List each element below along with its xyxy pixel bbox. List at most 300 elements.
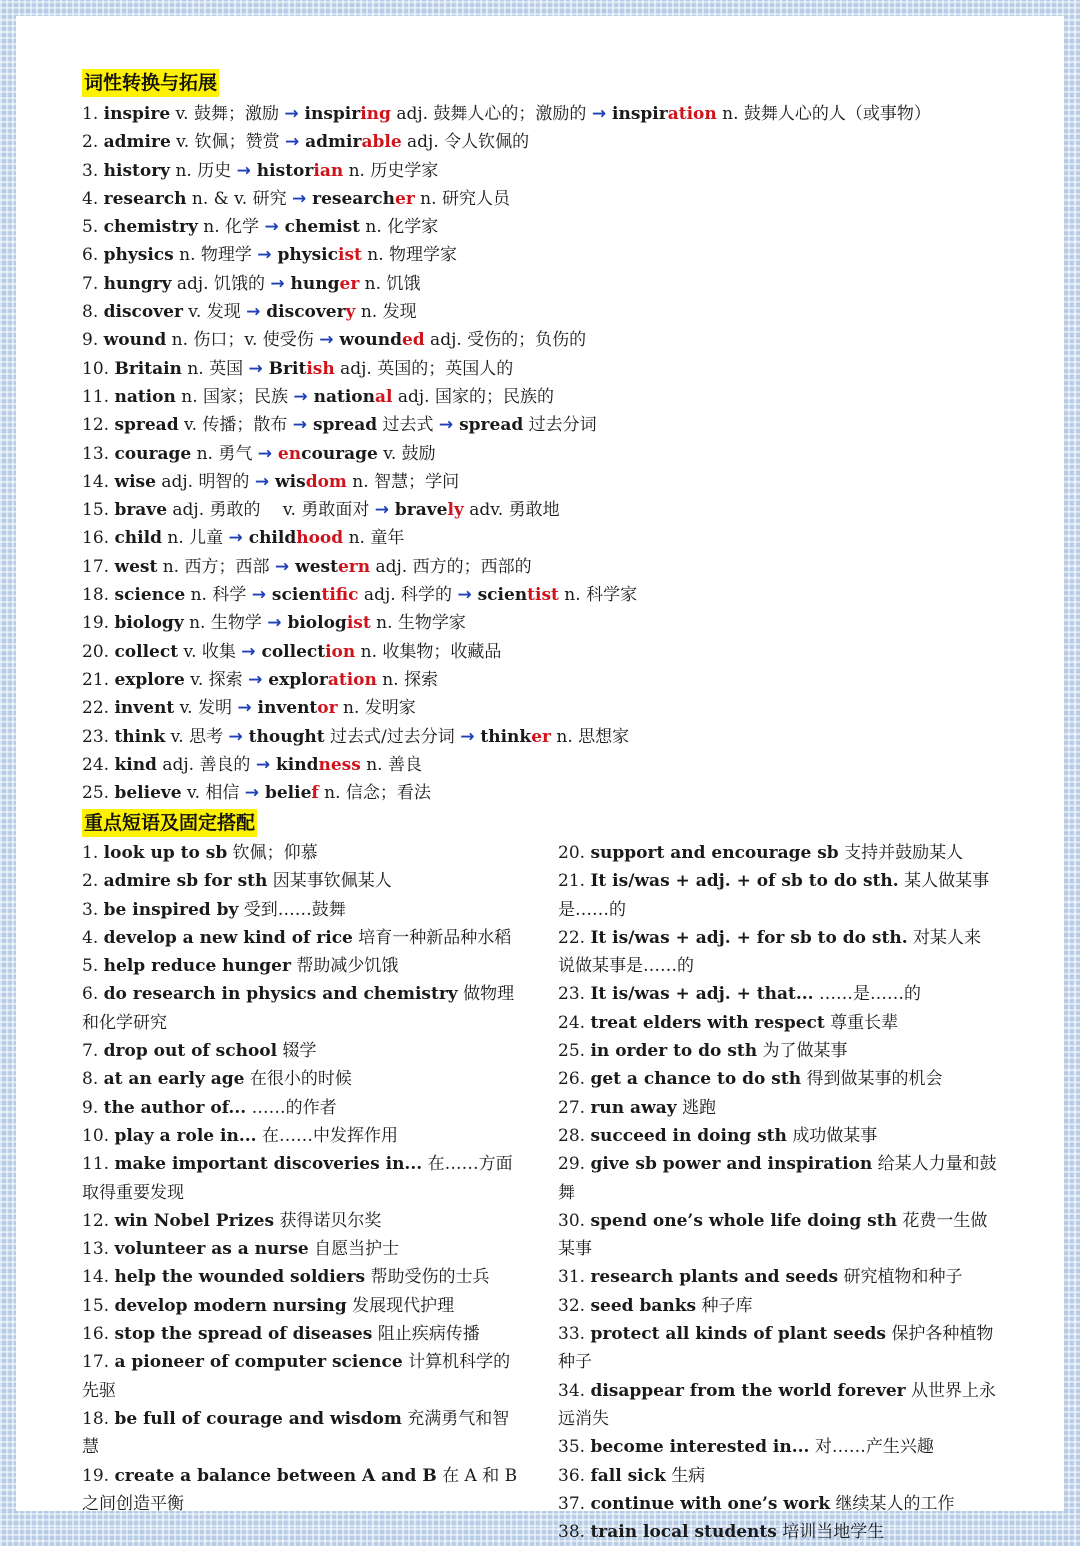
arrow-right-icon: → (267, 613, 282, 634)
word-definition: n. 勇气 (191, 443, 258, 464)
word-bold: history (103, 160, 171, 181)
phrase-item (82, 1292, 522, 1320)
phrase-item (558, 1207, 998, 1264)
item-number: 37. (558, 1493, 586, 1514)
word-bold: wound (103, 330, 167, 351)
item-number: 22. (558, 927, 586, 948)
word-definition: n. 善良 (360, 754, 422, 775)
word-bold: kind (270, 754, 319, 775)
word-bold: histor (250, 160, 314, 181)
word-bold: explor (262, 669, 328, 690)
item-number: 27. (558, 1097, 586, 1118)
phrase-item (82, 1122, 522, 1150)
phrase-english: run away (590, 1097, 677, 1118)
arrow-right-icon: → (274, 556, 290, 577)
word-suffix-highlight: er (395, 188, 415, 209)
arrow-right-icon: → (438, 415, 454, 436)
word-definition: n. 化学家 (360, 217, 439, 238)
word-suffix-highlight: ian (313, 160, 344, 181)
word-formation-list (82, 100, 931, 807)
word-suffix-highlight: hood (296, 528, 344, 549)
item-number: 2. (82, 132, 99, 153)
word-bold: chemistry (103, 217, 198, 238)
word-definition: n. 伤口；v. 使受伤 (166, 330, 320, 351)
phrase-item (558, 1065, 998, 1093)
item-number: 20. (82, 641, 110, 662)
word-row (82, 440, 931, 468)
arrow-right-icon: → (270, 273, 285, 294)
arrow-right-icon: → (257, 443, 273, 464)
word-definition: adj. 令人钦佩的 (401, 132, 530, 153)
word-definition: 过去式/过去分词 (324, 726, 461, 747)
phrase-english: be full of courage and wisdom (114, 1408, 402, 1429)
word-suffix-highlight: able (361, 132, 402, 153)
item-number: 15. (82, 500, 110, 521)
phrase-chinese: 成功做某事 (792, 1125, 878, 1146)
word-row (82, 326, 931, 354)
phrase-chinese: 做物理和化学研究 (82, 984, 515, 1033)
arrow-right-icon: → (236, 160, 251, 181)
word-suffix-highlight: al (374, 386, 393, 407)
word-bold: courage (114, 443, 192, 464)
word-suffix-highlight: ish (306, 358, 335, 379)
phrase-chinese: 阻止疾病传播 (377, 1324, 480, 1345)
phrase-item (558, 1433, 998, 1461)
item-number: 16. (82, 528, 110, 549)
arrow-right-icon: → (246, 302, 261, 323)
word-suffix-highlight: ness (318, 754, 361, 775)
item-number: 10. (82, 1125, 110, 1146)
item-number: 8. (82, 1069, 99, 1090)
word-definition: n. 科学 (185, 585, 252, 606)
item-number: 23. (82, 726, 110, 747)
item-number: 13. (82, 1239, 110, 1260)
phrase-english: stop the spread of diseases (114, 1324, 373, 1345)
item-number: 29. (558, 1154, 586, 1175)
word-definition: n. 历史学家 (343, 160, 439, 181)
word-definition: adj. 英国的；英国人的 (334, 358, 514, 379)
phrase-chinese: 获得诺贝尔奖 (279, 1210, 382, 1231)
phrase-item (558, 1150, 998, 1207)
item-number: 21. (558, 871, 586, 892)
phrase-chinese: 在……方面取得重要发现 (82, 1154, 513, 1203)
phrase-english: It is/was + adj. + that... (590, 984, 814, 1005)
phrase-item (82, 924, 522, 952)
word-definition: adv. 勇敢地 (463, 500, 560, 521)
word-definition: adj. 受伤的；负伤的 (424, 330, 587, 351)
word-bold: think (114, 726, 166, 747)
word-bold: biolog (281, 613, 347, 634)
word-definition: n. 信念；看法 (318, 783, 431, 804)
word-bold: wound (333, 330, 402, 351)
word-row (82, 241, 931, 269)
phrase-english: become interested in... (590, 1437, 810, 1458)
phrase-item (558, 867, 998, 924)
phrase-item (558, 1462, 998, 1490)
word-definition: adj. 善良的 (156, 754, 256, 775)
word-suffix-highlight: ed (401, 330, 425, 351)
word-definition: adj. 鼓舞人心的；激励的 (390, 104, 592, 124)
phrase-english: disappear from the world forever (590, 1380, 906, 1401)
word-definition: v. 探索 (184, 669, 249, 690)
phrase-item (558, 1094, 998, 1122)
phrase-english: treat elders with respect (590, 1012, 825, 1033)
word-definition: v. 发现 (182, 302, 247, 323)
phrase-english: the author of... (103, 1097, 247, 1118)
item-number: 17. (82, 556, 110, 577)
word-definition: n. 饥饿 (359, 273, 421, 294)
phrase-english: spend one’s whole life doing sth (590, 1210, 897, 1231)
item-number: 19. (82, 613, 110, 634)
phrase-item (558, 1518, 998, 1546)
item-number: 4. (82, 188, 99, 209)
phrase-english: volunteer as a nurse (114, 1239, 309, 1260)
arrow-right-icon: → (293, 386, 308, 407)
phrase-item (82, 1094, 522, 1122)
word-bold: scien (266, 585, 322, 606)
phrase-item (558, 1009, 998, 1037)
arrow-right-icon: → (228, 528, 243, 549)
item-number: 6. (82, 984, 99, 1005)
phrase-item (82, 1348, 522, 1405)
word-bold: invent (114, 698, 175, 719)
word-definition: adj. 明智的 (155, 471, 255, 492)
word-bold: discover (260, 302, 346, 323)
arrow-right-icon: → (241, 641, 256, 662)
word-definition: n. 生物学家 (370, 613, 466, 634)
word-definition: adj. 勇敢的 v. 勇敢面对 (167, 500, 375, 521)
phrase-english: a pioneer of computer science (114, 1352, 403, 1373)
phrase-english: protect all kinds of plant seeds (590, 1324, 886, 1345)
word-bold: spread (453, 415, 524, 436)
word-suffix-highlight: ion (325, 641, 356, 662)
word-suffix-highlight: ly (447, 500, 464, 521)
word-suffix-highlight: ation (327, 669, 377, 690)
word-suffix-highlight: or (317, 698, 338, 719)
phrase-item (82, 1037, 522, 1065)
word-bold: physic (271, 245, 338, 266)
word-bold: nation (307, 386, 375, 407)
phrase-chinese: 花费一生做某事 (558, 1210, 988, 1260)
word-suffix-highlight: tist (527, 585, 559, 606)
word-bold: child (242, 528, 297, 549)
phrase-item (82, 839, 522, 867)
phrase-item (558, 1377, 998, 1434)
phrase-english: be inspired by (103, 899, 239, 920)
word-definition: n. 物理学 (173, 245, 258, 266)
arrow-right-icon: → (255, 754, 271, 775)
word-bold: wise (114, 471, 156, 492)
word-definition: n. 鼓舞人心的人（或事物） (716, 104, 931, 124)
phrase-item (558, 1037, 998, 1065)
phrase-english: create a balance between A and B (114, 1465, 437, 1486)
phrase-english: train local students (590, 1522, 777, 1543)
word-definition: v. 钦佩；赞赏 (170, 132, 285, 153)
item-number: 3. (82, 160, 99, 181)
item-number: 13. (82, 443, 110, 464)
arrow-right-icon: → (244, 783, 260, 804)
item-number: 11. (82, 386, 110, 407)
phrase-item (82, 952, 522, 980)
phrase-chinese: 为了做某事 (762, 1041, 848, 1062)
phrase-chinese: 在很小的时候 (249, 1069, 352, 1090)
item-number: 31. (558, 1267, 586, 1288)
item-number: 16. (82, 1324, 110, 1345)
word-bold: thought (242, 726, 325, 747)
item-number: 38. (558, 1522, 586, 1543)
phrase-english: help reduce hunger (103, 956, 291, 977)
word-definition: n. 生物学 (183, 613, 268, 634)
word-definition: 过去分词 (523, 415, 597, 436)
word-bold: hung (284, 273, 340, 294)
phrase-chinese: 保护各种植物种子 (558, 1324, 994, 1373)
word-bold: science (114, 585, 186, 606)
word-row (82, 779, 931, 807)
phrase-english: develop a new kind of rice (103, 927, 353, 948)
word-bold: child (114, 528, 162, 549)
item-number: 12. (82, 415, 110, 436)
word-definition: v. 发明 (174, 698, 238, 719)
phrase-english: do research in physics and chemistry (103, 984, 458, 1005)
arrow-right-icon: → (460, 726, 475, 747)
phrase-item (558, 980, 998, 1008)
word-suffix-highlight: ist (346, 613, 371, 634)
word-bold: scien (471, 585, 528, 606)
word-bold: invent (251, 698, 318, 719)
section-title-phrases: 重点短语及固定搭配 (82, 809, 257, 837)
word-definition: n. 儿童 (161, 528, 229, 549)
phrase-item (82, 896, 522, 924)
word-suffix-highlight: en (272, 443, 302, 464)
word-definition: n. 童年 (343, 528, 405, 549)
arrow-right-icon: → (457, 585, 472, 606)
word-bold: believe (114, 783, 182, 804)
item-number: 12. (82, 1210, 110, 1231)
word-definition: n. 思想家 (550, 726, 630, 747)
word-row (82, 185, 931, 213)
phrase-chinese: ……的作者 (251, 1097, 337, 1118)
item-number: 24. (82, 754, 110, 775)
phrase-chinese: 给某人力量和鼓舞 (558, 1154, 997, 1203)
phrase-item (558, 1490, 998, 1518)
phrase-chinese: 帮助受伤的士兵 (370, 1267, 490, 1288)
word-definition: n. 科学家 (558, 585, 638, 606)
item-number: 28. (558, 1125, 586, 1146)
phrase-english: continue with one’s work (590, 1493, 831, 1514)
word-definition: adj. 饥饿的 (171, 273, 271, 294)
word-row (82, 609, 931, 637)
word-row (82, 553, 931, 581)
phrase-english: win Nobel Prizes (114, 1210, 275, 1231)
word-definition: n. 研究人员 (414, 188, 510, 209)
word-definition: n. 发现 (355, 302, 417, 323)
phrase-chinese: 得到做某事的机会 (806, 1069, 943, 1090)
item-number: 15. (82, 1295, 110, 1316)
item-number: 1. (82, 104, 99, 124)
word-definition: n. 英国 (181, 358, 249, 379)
word-row (82, 298, 931, 326)
phrase-english: give sb power and inspiration (590, 1154, 873, 1175)
word-bold: biology (114, 613, 184, 634)
phrase-item (558, 1263, 998, 1291)
arrow-right-icon: → (292, 415, 308, 436)
phrase-item (82, 1065, 522, 1093)
phrase-chinese: 充满勇气和智慧 (82, 1408, 510, 1458)
phrase-english: help the wounded soldiers (114, 1267, 366, 1288)
word-definition: n. 智慧；学问 (346, 471, 460, 492)
item-number: 24. (558, 1012, 586, 1033)
item-number: 26. (558, 1069, 586, 1090)
word-definition: v. 相信 (181, 783, 245, 804)
phrase-item (82, 1263, 522, 1291)
phrase-chinese: 研究植物和种子 (843, 1267, 963, 1288)
phrase-english: seed banks (590, 1295, 697, 1316)
arrow-right-icon: → (291, 188, 307, 209)
item-number: 23. (558, 984, 586, 1005)
arrow-right-icon: → (254, 471, 270, 492)
item-number: 33. (558, 1324, 586, 1345)
phrase-chinese: 因某事钦佩某人 (272, 871, 392, 892)
document-page (16, 16, 1064, 1543)
word-row (82, 581, 931, 609)
phrase-chinese: 对……产生兴趣 (814, 1437, 934, 1458)
arrow-right-icon: → (264, 217, 279, 238)
phrase-item (82, 867, 522, 895)
phrase-english: succeed in doing sth (590, 1125, 787, 1146)
word-bold: brave (114, 500, 168, 521)
phrase-english: support and encourage sb (590, 843, 839, 863)
word-row (82, 723, 931, 751)
item-number: 34. (558, 1380, 586, 1401)
word-bold: admir (299, 132, 362, 153)
phrase-english: at an early age (103, 1069, 245, 1090)
word-bold: research (103, 188, 187, 209)
phrase-english: make important discoveries in... (114, 1154, 423, 1175)
word-definition: n. 历史 (170, 160, 237, 181)
word-bold: courage (301, 443, 378, 464)
word-definition: n. 物理学家 (361, 245, 458, 266)
item-number: 25. (82, 783, 110, 804)
phrase-chinese: 自愿当护士 (314, 1239, 400, 1260)
phrase-english: It is/was + adj. + of sb to do sth. (590, 871, 899, 892)
word-bold: collect (255, 641, 326, 662)
phrase-english: It is/was + adj. + for sb to do sth. (590, 927, 908, 948)
phrase-chinese: 在……中发挥作用 (262, 1125, 399, 1146)
word-suffix-highlight: y (345, 302, 356, 323)
word-row (82, 524, 931, 552)
word-definition: n. 发明家 (337, 698, 416, 719)
phrase-chinese: 对某人来说做某事是……的 (558, 927, 982, 977)
phrase-english: look up to sb (103, 843, 228, 863)
word-definition: n. 西方；西部 (157, 556, 275, 577)
word-suffix-highlight: ation (667, 104, 717, 124)
word-suffix-highlight: tific (321, 585, 359, 606)
phrase-chinese: 从世界上永远消失 (558, 1380, 996, 1429)
phrase-item (558, 1122, 998, 1150)
item-number: 14. (82, 471, 110, 492)
phrase-english: admire sb for sth (103, 871, 268, 892)
word-suffix-highlight: ing (360, 104, 391, 124)
word-bold: belie (259, 783, 312, 804)
word-bold: hungry (103, 273, 172, 294)
word-row (82, 355, 931, 383)
arrow-right-icon: → (319, 330, 334, 351)
phrase-item (82, 1150, 522, 1207)
word-bold: research (306, 188, 395, 209)
item-number: 17. (82, 1352, 110, 1373)
item-number: 7. (82, 273, 99, 294)
word-bold: discover (103, 302, 183, 323)
item-number: 8. (82, 302, 99, 323)
arrow-right-icon: → (248, 358, 263, 379)
phrase-english: develop modern nursing (114, 1295, 347, 1316)
item-number: 4. (82, 927, 99, 948)
phrase-chinese: 在 A 和 B 之间创造平衡 (82, 1465, 518, 1514)
arrow-right-icon: → (251, 585, 267, 606)
word-row (82, 468, 931, 496)
phrase-item (558, 1292, 998, 1320)
item-number: 20. (558, 843, 586, 863)
word-suffix-highlight: er (339, 273, 360, 294)
item-number: 5. (82, 217, 99, 238)
word-bold: brave (388, 500, 448, 521)
arrow-right-icon: → (228, 726, 243, 747)
phrase-chinese: ……是……的 (819, 984, 922, 1005)
word-suffix-highlight: ern (337, 556, 371, 577)
word-definition: n. 探索 (376, 669, 439, 690)
phrase-chinese: 培育一种新品种水稻 (358, 927, 512, 948)
word-suffix-highlight: er (531, 726, 551, 747)
word-definition: n. 国家；民族 (175, 386, 294, 407)
phrase-item (82, 1235, 522, 1263)
word-bold: spread (307, 415, 378, 436)
phrase-item (82, 1462, 522, 1519)
item-number: 21. (82, 669, 110, 690)
item-number: 6. (82, 245, 99, 266)
word-definition: v. 鼓励 (377, 443, 436, 464)
word-definition: v. 传播；散布 (178, 415, 293, 436)
word-row (82, 666, 931, 694)
phrase-chinese: 钦佩；仰慕 (232, 843, 318, 863)
phrase-chinese: 逃跑 (682, 1097, 716, 1118)
word-bold: admire (103, 132, 171, 153)
word-row (82, 270, 931, 298)
item-number: 10. (82, 358, 110, 379)
phrase-item (82, 1207, 522, 1235)
item-number: 30. (558, 1210, 586, 1231)
phrase-item (558, 924, 998, 981)
word-bold: collect (114, 641, 179, 662)
item-number: 2. (82, 871, 99, 892)
phrase-english: drop out of school (103, 1041, 278, 1062)
word-row (82, 157, 931, 185)
item-number: 35. (558, 1437, 586, 1458)
arrow-right-icon: → (284, 104, 299, 124)
item-number: 11. (82, 1154, 110, 1175)
phrases-column-right (558, 839, 998, 1546)
word-definition: v. 收集 (178, 641, 242, 662)
phrase-chinese: 发展现代护理 (352, 1295, 455, 1316)
word-definition: n. 收集物；收藏品 (355, 641, 502, 662)
phrase-chinese: 支持并鼓励某人 (844, 843, 964, 863)
phrase-item (558, 1320, 998, 1377)
word-row (82, 411, 931, 439)
item-number: 7. (82, 1041, 99, 1062)
word-row (82, 383, 931, 411)
word-bold: west (114, 556, 158, 577)
arrow-right-icon: → (248, 669, 263, 690)
item-number: 9. (82, 1097, 99, 1118)
